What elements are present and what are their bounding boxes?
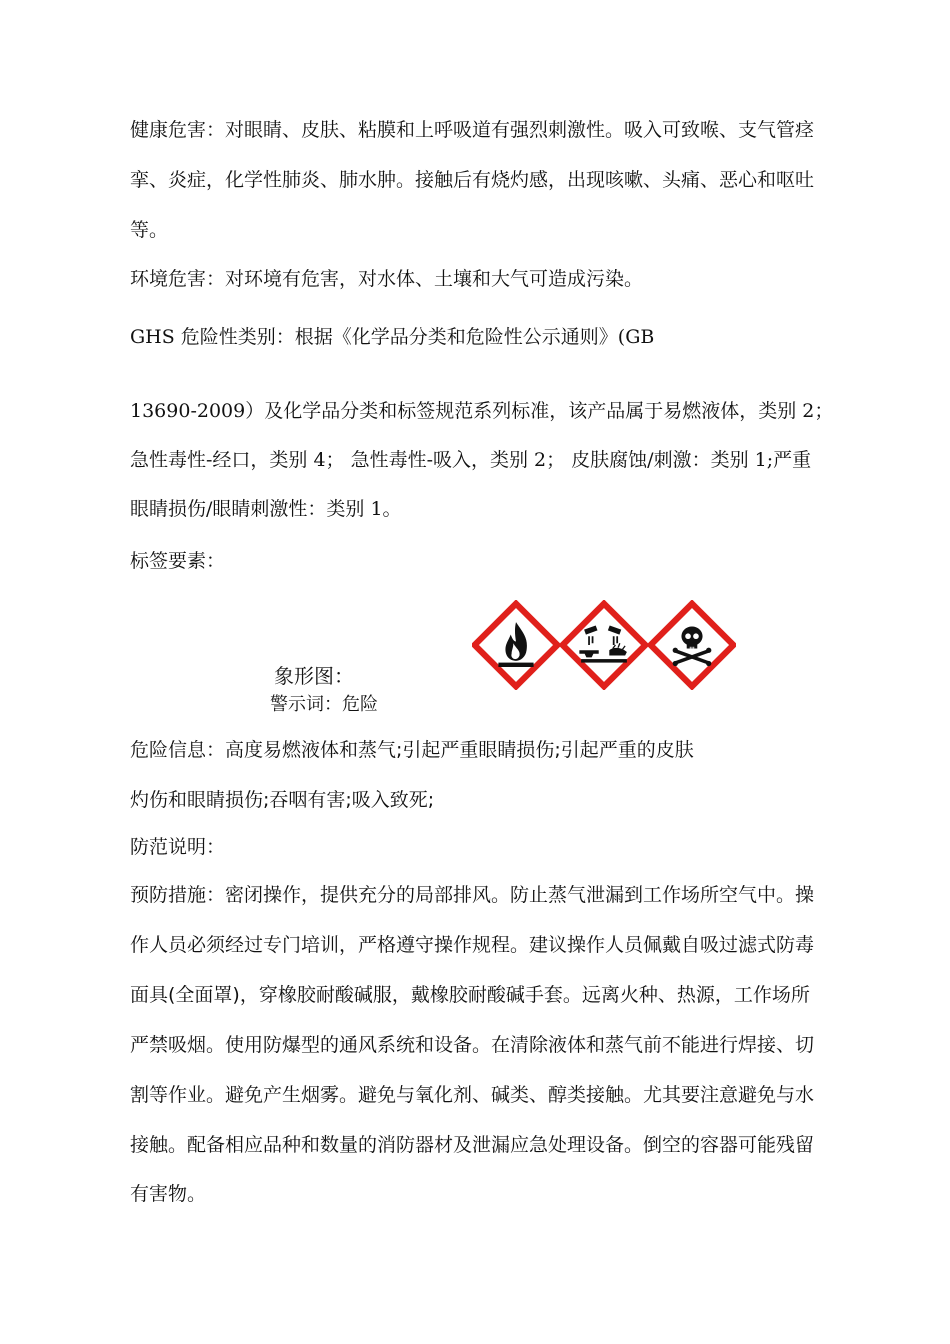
- signal-word: 警示词：危险: [270, 694, 378, 715]
- health-hazard-line-2: 挛、炎症，化学性肺炎、肺水肿。接触后有烧灼感，出现咳嗽、头痛、恶心和呕吐: [130, 169, 815, 191]
- environment-hazard-line: 环境危害：对环境有危害，对水体、土壤和大气可造成污染。: [130, 268, 644, 290]
- ghs-classification-line-4: 眼睛损伤/眼睛刺激性：类别 1。: [130, 498, 402, 520]
- skull-crossbones-icon: [648, 600, 736, 690]
- ghs-classification-line-3: 急性毒性-经口，类别 4； 急性毒性-吸入，类别 2； 皮肤腐蚀/刺激：类别 1;严重: [130, 449, 812, 471]
- precaution-line-4: 严禁吸烟。使用防爆型的通风系统和设备。在清除液体和蒸气前不能进行焊接、切: [130, 1034, 815, 1056]
- hazard-info-line-1: 危险信息：高度易燃液体和蒸气;引起严重眼睛损伤;引起严重的皮肤: [130, 739, 694, 761]
- ghs-classification-line-2: 13690-2009）及化学品分类和标签规范系列标准，该产品属于易燃液体，类别 2；: [130, 400, 834, 422]
- precaution-line-5: 割等作业。避免产生烟雾。避免与氧化剂、碱类、醇类接触。尤其要注意避免与水: [130, 1084, 815, 1106]
- health-hazard-line-1: 健康危害：对眼睛、皮肤、粘膜和上呼吸道有强烈刺激性。吸入可致喉、支气管痉: [130, 119, 815, 141]
- precaution-heading: 防范说明：: [130, 836, 226, 858]
- label-elements-heading: 标签要素：: [130, 550, 226, 572]
- precaution-line-7: 有害物。: [130, 1183, 207, 1205]
- flame-icon: [472, 600, 560, 690]
- ghs-classification-line-1: GHS 危险性类别：根据《化学品分类和危险性公示通则》(GB: [130, 326, 655, 348]
- health-hazard-line-3: 等。: [130, 219, 169, 241]
- precaution-line-6: 接触。配备相应品种和数量的消防器材及泄漏应急处理设备。倒空的容器可能残留: [130, 1134, 815, 1156]
- corrosion-icon: [560, 600, 648, 690]
- precaution-line-2: 作人员必须经过专门培训，严格遵守操作规程。建议操作人员佩戴自吸过滤式防毒: [130, 934, 815, 956]
- ghs-pictograms: [472, 600, 736, 690]
- precaution-line-1: 预防措施：密闭操作，提供充分的局部排风。防止蒸气泄漏到工作场所空气中。操: [130, 884, 815, 906]
- precaution-line-3: 面具(全面罩)，穿橡胶耐酸碱服，戴橡胶耐酸碱手套。远离火种、热源，工作场所: [130, 984, 810, 1006]
- pictogram-label: 象形图：: [274, 664, 354, 688]
- hazard-info-line-2: 灼伤和眼睛损伤;吞咽有害;吸入致死;: [130, 789, 435, 811]
